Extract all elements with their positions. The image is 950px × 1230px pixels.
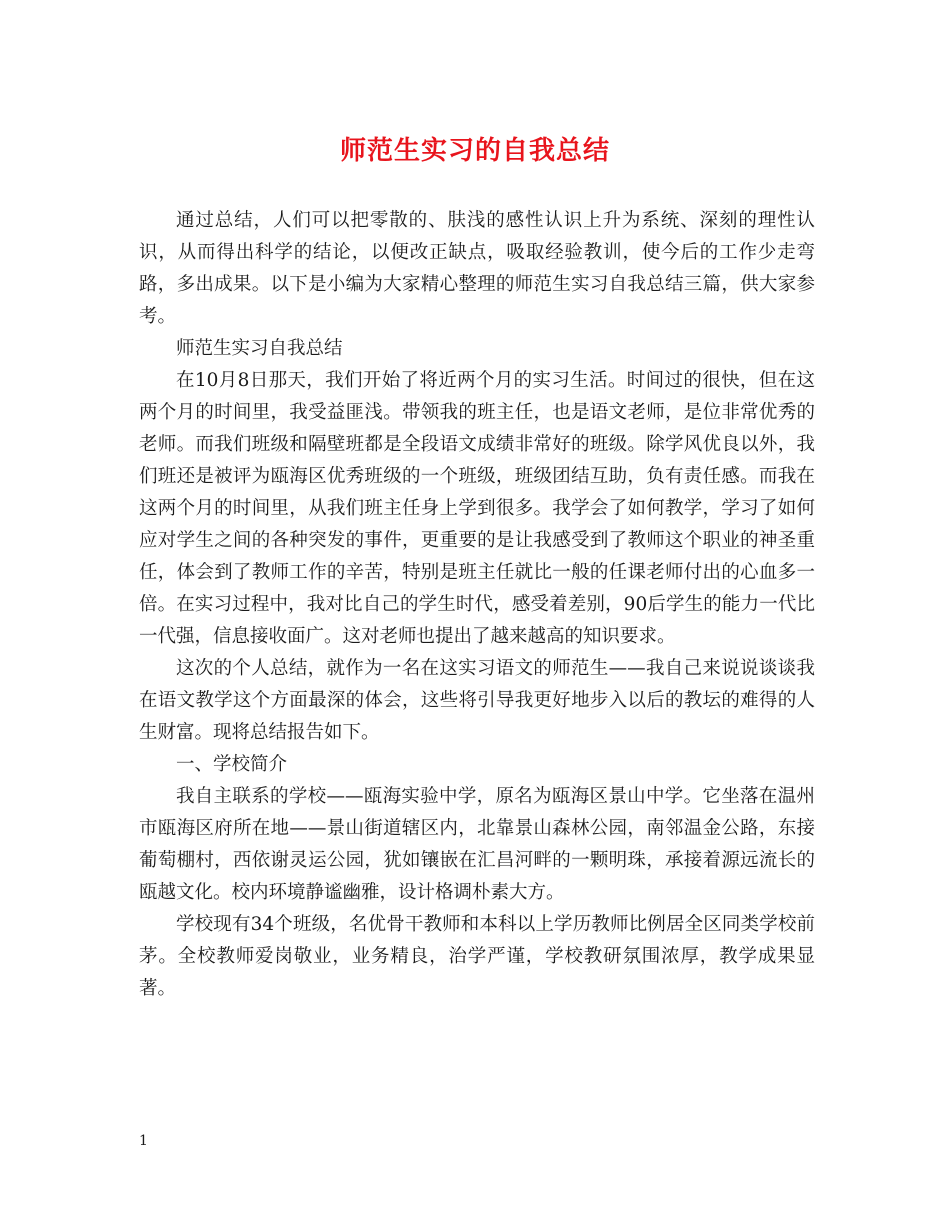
body-paragraph: 在10月8日那天，我们开始了将近两个月的实习生活。时间过的很快，但在这两个月的时间里，我受益匪浅。带领我的班主任，也是语文老师，是位非常优秀的老师。而我们班级和隔壁班都是全段语文成绩非常好的班级。除学风优良以外，我们班还是被评为瓯海区优秀班级的一个班级，班级团结互助，负有责任感。而我在这两个月的时间里，从我们班主任身上学到很多。我学会了如何教学，学习了如何应对学生之间的各种突发的事件，更重要的是让我感受到了教师这个职业的神圣重任，体会到了教师工作的辛苦，特别是班主任就比一般的任课老师付出的心血多一倍。在实习过程中，我对比自己的学生时代，感受着差别，90后学生的能力一代比一代强，信息接收面广。这对老师也提出了越来越高的知识要求。 (139, 370, 815, 647)
intro-paragraph: 通过总结，人们可以把零散的、肤浅的感性认识上升为系统、深刻的理性认识，从而得出科学的结论，以便改正缺点，吸取经验教训，使今后的工作少走弯路，多出成果。以下是小编为大家精心整理的师范生实习自我总结三篇，供大家参考。 (139, 210, 815, 327)
document-body (139, 205, 815, 1005)
section-heading: 一、学校简介 (176, 754, 288, 775)
body-paragraph: 我自主联系的学校——瓯海实验中学，原名为瓯海区景山中学。它坐落在温州市瓯海区府所在地——景山街道辖区内，北靠景山森林公园，南邻温金公路，东接葡萄棚村，西依谢灵运公园，犹如镶嵌在汇昌河畔的一颗明珠，承接着源远流长的瓯越文化。校内环境静谧幽雅，设计格调朴素大方。 (139, 786, 815, 903)
page-number: 1 (139, 1133, 148, 1149)
document-title: 师范生实习的自我总结 (339, 136, 610, 166)
body-paragraph: 这次的个人总结，就作为一名在这实习语文的师范生——我自己来说说谈谈我在语文教学这个方面最深的体会，这些将引导我更好地步入以后的教坛的难得的人生财富。现将总结报告如下。 (139, 658, 815, 743)
section-heading: 师范生实习自我总结 (176, 338, 343, 359)
body-paragraph: 学校现有34个班级，名优骨干教师和本科以上学历教师比例居全区同类学校前茅。全校教师爱岗敬业，业务精良，治学严谨，学校教研氛围浓厚，教学成果显著。 (139, 914, 815, 999)
